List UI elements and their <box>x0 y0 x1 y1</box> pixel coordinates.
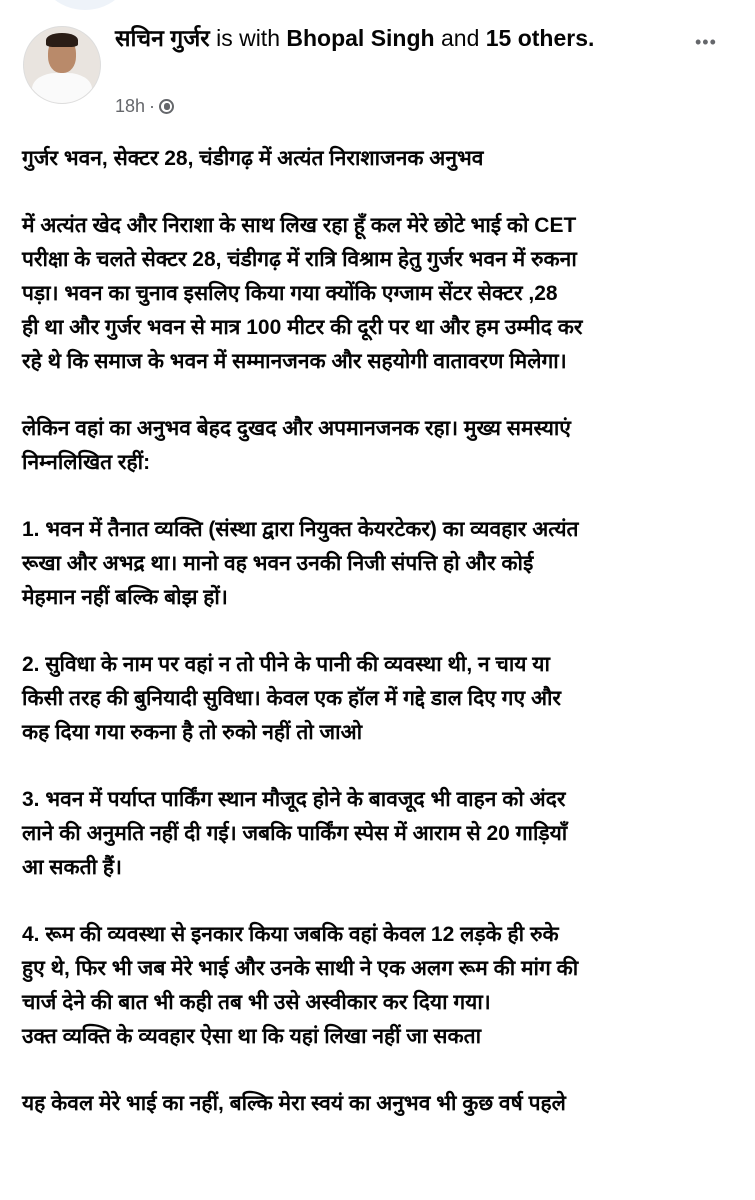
post-time[interactable]: 18h <box>115 96 146 116</box>
avatar-hair <box>46 33 78 47</box>
post-text-line: रूखा और अभद्र था। मानो वह भवन उनकी निजी संपत्ति हो और कोई <box>22 552 534 575</box>
post-text-line: ही था और गुर्जर भवन से मात्र 100 मीटर की दूरी पर था और हम उम्मीद कर <box>22 316 583 339</box>
post-text-line: चार्ज देने की बात भी कही तब भी उसे अस्वीकार कर दिया गया। <box>22 991 491 1014</box>
period: . <box>588 25 595 51</box>
post-text-line: 3. भवन में पर्याप्त पार्किंग स्थान मौजूद होने के बावजूद भी वाहन को अंदर <box>22 788 566 811</box>
post-paragraph <box>22 783 752 885</box>
post-paragraph <box>22 918 752 1054</box>
more-options-button[interactable]: ••• <box>695 32 717 52</box>
author-avatar[interactable] <box>23 26 101 104</box>
post-text-line: रहे थे कि समाज के भवन में सम्मानजनक और सहयोगी वातावरण मिलेगा। <box>22 350 567 373</box>
post-text-line: कह दिया गया रुकना है तो रुको नहीं तो जाओ <box>22 721 363 744</box>
post-text-line: परीक्षा के चलते सेक्टर 28, चंडीगढ़ में रात्रि विश्राम हेतु गुर्जर भवन में रुकना <box>22 248 577 271</box>
post-text-line: आ सकती हैं। <box>22 856 122 879</box>
post-paragraph <box>22 412 752 480</box>
tagged-others[interactable]: 15 others <box>485 25 589 51</box>
and-text: and <box>434 25 486 51</box>
post-text-line: यह केवल मेरे भाई का नहीं, बल्कि मेरा स्वयं का अनुभव भी कुछ वर्ष पहले <box>22 1092 566 1115</box>
post-meta <box>115 96 174 117</box>
post-paragraph <box>22 1087 752 1121</box>
with-text: is with <box>209 25 287 51</box>
post-paragraph <box>22 648 752 750</box>
post-text-line: पड़ा। भवन का चुनाव इसलिए किया गया क्योंकि एग्जाम सेंटर सेक्टर ,28 <box>22 282 558 305</box>
tagged-person[interactable]: Bhopal Singh <box>286 25 435 51</box>
post-paragraph <box>22 142 752 176</box>
avatar-shirt <box>32 73 92 104</box>
globe-icon[interactable] <box>159 99 174 114</box>
post-text-line: 4. रूम की व्यवस्था से इनकार किया जबकि वहां केवल 12 लड़के ही रुके <box>22 923 559 946</box>
post-text-line: हुए थे, फिर भी जब मेरे भाई और उनके साथी ने एक अलग रूम की मांग की <box>22 957 579 980</box>
post-text-line: में अत्यंत खेद और निराशा के साथ लिख रहा हूँ कल मेरे छोटे भाई को CET <box>22 214 577 237</box>
post-text-line: लेकिन वहां का अनुभव बेहद दुखद और अपमानजनक रहा। मुख्य समस्याएं <box>22 417 571 440</box>
meta-separator: · <box>149 96 156 116</box>
post-paragraph <box>22 209 752 379</box>
post-text-line: निम्नलिखित रहीं: <box>22 451 151 474</box>
post-body <box>22 142 752 1154</box>
post-text-line: उक्त व्यक्ति के व्यवहार ऐसा था कि यहां लिखा नहीं जा सकता <box>22 1025 482 1048</box>
previous-element-edge <box>35 0 135 10</box>
post-text-line: मेहमान नहीं बल्कि बोझ हों। <box>22 586 228 609</box>
post-header <box>115 22 635 55</box>
post-text-line: लाने की अनुमति नहीं दी गई। जबकि पार्किंग स्पेस में आराम से 20 गाड़ियाँ <box>22 822 568 845</box>
post-text-line: 1. भवन में तैनात व्यक्ति (संस्था द्वारा नियुक्त केयरटेकर) का व्यवहार अत्यंत <box>22 518 579 541</box>
post-paragraph <box>22 513 752 615</box>
author-name[interactable]: सचिन गुर्जर <box>115 25 210 51</box>
post-text-line: किसी तरह की बुनियादी सुविधा। केवल एक हॉल में गद्दे डाल दिए गए और <box>22 687 562 710</box>
post-text-line: गुर्जर भवन, सेक्टर 28, चंडीगढ़ में अत्यंत निराशाजनक अनुभव <box>22 147 484 170</box>
post-text-line: 2. सुविधा के नाम पर वहां न तो पीने के पानी की व्यवस्था थी, न चाय या <box>22 653 550 676</box>
